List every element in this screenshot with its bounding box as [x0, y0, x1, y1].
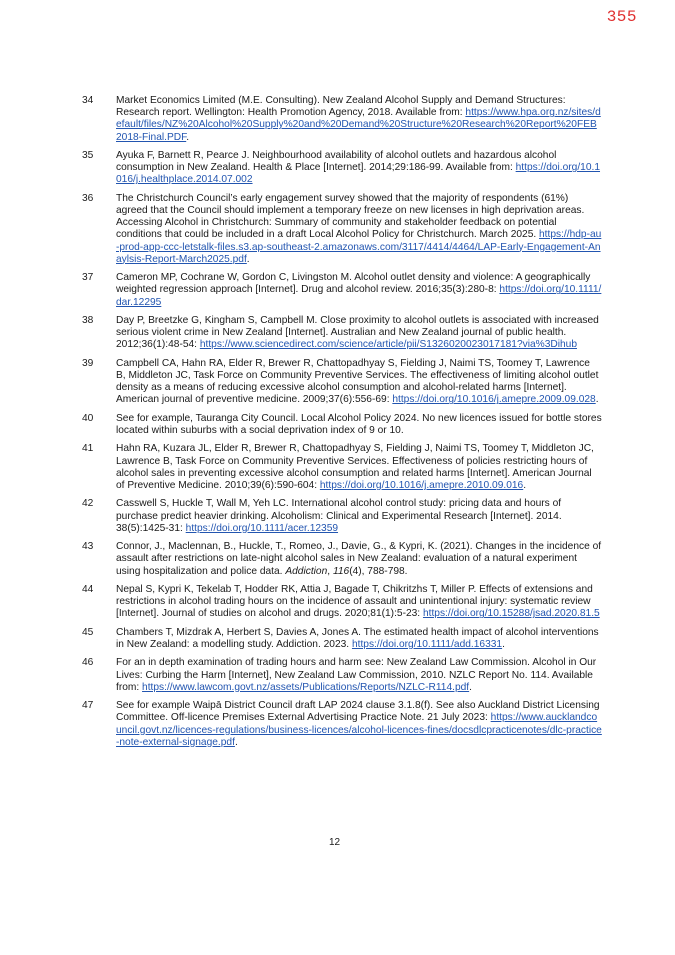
reference-text: [116, 627, 599, 650]
reference-text-segment: The Christchurch Council’s early engagement survey showed that the majority of respondents (61%) agreed that the Council should implement a temporary freeze on new licenses in high deprivation areas. Accessing Alcohol in Christchurch: Summary of community and stakeholder feedback on potential conditions that could be included in a draft Local Alcohol Policy for Christchurch. March 2025.: [116, 192, 585, 241]
reference-text-segment: Connor, J., Maclennan, B., Huckle, T., Romeo, J., Davie, G., & Kypri, K. (2021). Changes in the incidence of assault after restrictions on late-night alcohol sales in New Zealand: evaluation of a natural experiment using hospitalization and police data.: [116, 541, 602, 577]
reference-text-segment: Campbell CA, Hahn RA, Elder R, Brewer R, Chattopadhyay S, Fielding J, Naimi TS, Toomey T, Lawrence B, Middleton JC, Task Force on Community Preventive Services. The effectiveness of limiting alcohol outlet density as a means of reducing excessive alcohol consumption and alcohol-related harms [Internet]. American journal of preventive medicine. 2009;37(6):556-69:: [116, 357, 599, 406]
page-number-footer: 12: [329, 837, 341, 848]
reference-number: 41: [82, 443, 94, 455]
page-number-header: 355: [606, 8, 637, 26]
reference-text: [116, 413, 602, 436]
reference-number: 44: [82, 583, 94, 595]
reference-number: 40: [82, 412, 94, 424]
reference-item: [82, 627, 602, 651]
reference-number: 34: [82, 95, 94, 106]
reference-text-segment: Hahn RA, Kuzara JL, Elder R, Brewer R, Chattopadhyay S, Fielding J, Naimi TS, Toomey T, Middleton JC, Lawrence B, Task Force on Community Preventive Services. Effectiveness of policies restricting hours of alcohol sales in preventing excessive alcohol consumption and related harms [Internet]. American Journal of Preventive Medicine. 2010;39(6):590-604:: [116, 443, 594, 491]
reference-item: [82, 315, 602, 352]
reference-text: [116, 541, 601, 576]
reference-text: [116, 443, 594, 491]
reference-text: [116, 700, 602, 748]
reference-text-segment: Market Economics Limited (M.E. Consulting). New Zealand Alcohol Supply and Demand Structures: Research report. Wellington: Health Promotion Agency, 2018. Available from:: [116, 95, 566, 119]
reference-link[interactable]: https://doi.org/10.15288/jsad.2020.81.5: [422, 608, 600, 620]
reference-text: [116, 657, 596, 692]
reference-text-segment: See for example, Tauranga City Council. Local Alcohol Policy 2024. No new licences issued for bottle stores located within suburbs with a social deprivation index of 9 or 10.: [116, 412, 602, 436]
reference-text: [116, 150, 600, 185]
reference-text-segment: (4), 788-798.: [349, 565, 408, 577]
reference-italic-text: 116: [332, 565, 350, 577]
reference-text: [116, 95, 601, 143]
reference-text: [116, 315, 599, 350]
reference-link[interactable]: https://doi.org/10.1016/j.healthplace.2014.07.002: [116, 162, 601, 186]
reference-text-segment: See for example Waipā District Council draft LAP 2024 clause 3.1.8(f). See also Auckland District Licensing Committee. Off-licence Premises External Advertising Practice Note. 21 July 2023:: [116, 700, 600, 724]
reference-number: 43: [82, 541, 94, 553]
reference-item: [82, 700, 602, 749]
reference-item: [82, 358, 602, 407]
reference-item: [82, 413, 602, 437]
reference-number: 47: [82, 700, 94, 712]
reference-text-segment: Casswell S, Huckle T, Wall M, Yeh LC. International alcohol control study: pricing data and hours of purchase predict heavier drinking. Alcoholism: Clinical and Experimental Research [Internet]. 2014. 38(5):1425-31:: [116, 498, 562, 534]
reference-item: [82, 150, 602, 187]
reference-text-segment: Ayuka F, Barnett R, Pearce J. Neighbourhood availability of alcohol outlets and hazardous alcohol consumption in New Zealand. Health & Place [Internet]. 2014;29:186-99. Available from:: [116, 150, 557, 174]
reference-item: [82, 443, 602, 492]
reference-number: 39: [82, 357, 94, 369]
reference-text-segment: Nepal S, Kypri K, Tekelab T, Hodder RK, Attia J, Bagade T, Chikritzhs T, Miller P. Effects of extensions and restrictions in alcohol trading hours on the incidence of assault and unintentional injury: systematic review [Internet]. Journal of studies on alcohol and drugs. 2020;81(1):5-23:: [116, 583, 593, 620]
reference-number: 42: [82, 498, 94, 510]
reference-link[interactable]: https://doi.org/10.1016/j.amepre.2010.09.016: [319, 480, 524, 491]
reference-number: 38: [82, 315, 94, 326]
reference-item: [82, 272, 602, 309]
reference-text-segment: Chambers T, Mizdrak A, Herbert S, Davies A, Jones A. The estimated health impact of alcohol interventions in New Zealand: a modelling study. Addiction. 2023.: [116, 626, 599, 650]
reference-text-segment: ,: [327, 565, 333, 577]
reference-text-segment: .: [523, 480, 527, 491]
reference-number: 36: [82, 192, 94, 204]
reference-text: [116, 193, 601, 265]
reference-link[interactable]: https://hdp-au-prod-app-ccc-letstalk-files.s3.ap-southeast-2.amazonaws.com/3117/4414/4464/LAP-Early-Engagement-Anaylsis-Report-March2025.pdf: [116, 229, 602, 265]
reference-link[interactable]: https://www.sciencedirect.com/science/article/pii/S1326020023017181?via%3Dihub: [199, 339, 577, 351]
reference-text: [116, 498, 562, 533]
reference-link[interactable]: https://doi.org/10.1111/acer.12359: [185, 522, 339, 534]
reference-text: [116, 584, 600, 619]
reference-link[interactable]: https://doi.org/10.1111/dar.12295: [116, 284, 602, 308]
reference-text-segment: .: [595, 394, 599, 406]
reference-link[interactable]: https://www.aucklandcouncil.govt.nz/licences-regulations/business-licences/alcohol-licences-fines/docsdlcpracticenotes/dlc-practice-note-external-signage.pdf: [116, 712, 602, 748]
reference-list: [82, 95, 602, 755]
reference-text-segment: .: [469, 681, 472, 693]
reference-text: [116, 358, 599, 406]
reference-item: [82, 541, 602, 578]
reference-text-segment: For an in depth examination of trading hours and harm see: New Zealand Law Commission. Alcohol in Our Lives: Curbing the Harm [Internet], New Zealand Law Commission, 2010. NZLC Report No. 114. Available from:: [116, 657, 597, 693]
reference-text-segment: .: [186, 131, 190, 143]
reference-item: [82, 584, 602, 621]
reference-text-segment: .: [234, 736, 238, 748]
reference-number: 46: [82, 657, 94, 669]
reference-link[interactable]: https://www.hpa.org.nz/sites/default/files/NZ%20Alcohol%20Supply%20and%20Demand%20Structure%20Research%20Report%20FEB2018-Final.PDF: [116, 107, 601, 143]
reference-text-segment: Cameron MP, Cochrane W, Gordon C, Livingston M. Alcohol outlet density and violence: A geographically weighted regression approach [Internet]. Drug and alcohol review. 2016;35(3):280-8:: [116, 272, 591, 296]
reference-number: 37: [82, 272, 94, 284]
reference-text-segment: .: [246, 253, 250, 265]
reference-link[interactable]: https://www.lawcom.govt.nz/assets/Publications/Reports/NZLC-R114.pdf: [142, 681, 470, 693]
reference-italic-text: Addiction: [285, 565, 328, 577]
reference-link[interactable]: https://doi.org/10.1016/j.amepre.2009.09.028: [392, 394, 596, 406]
reference-item: [82, 95, 602, 144]
reference-item: [82, 657, 602, 694]
reference-text: [116, 272, 601, 307]
reference-item: [82, 193, 602, 266]
reference-item: [82, 498, 602, 535]
reference-link[interactable]: https://doi.org/10.1111/add.16331: [351, 638, 503, 650]
reference-text-segment: .: [502, 638, 505, 650]
reference-number: 45: [82, 626, 94, 638]
reference-number: 35: [82, 150, 94, 161]
reference-text-segment: Day P, Breetzke G, Kingham S, Campbell M. Close proximity to alcohol outlets is associated with increased serious violent crime in New Zealand [Internet]. Australian and New Zealand journal of public health. 2012;36(1):48-54:: [116, 315, 599, 351]
